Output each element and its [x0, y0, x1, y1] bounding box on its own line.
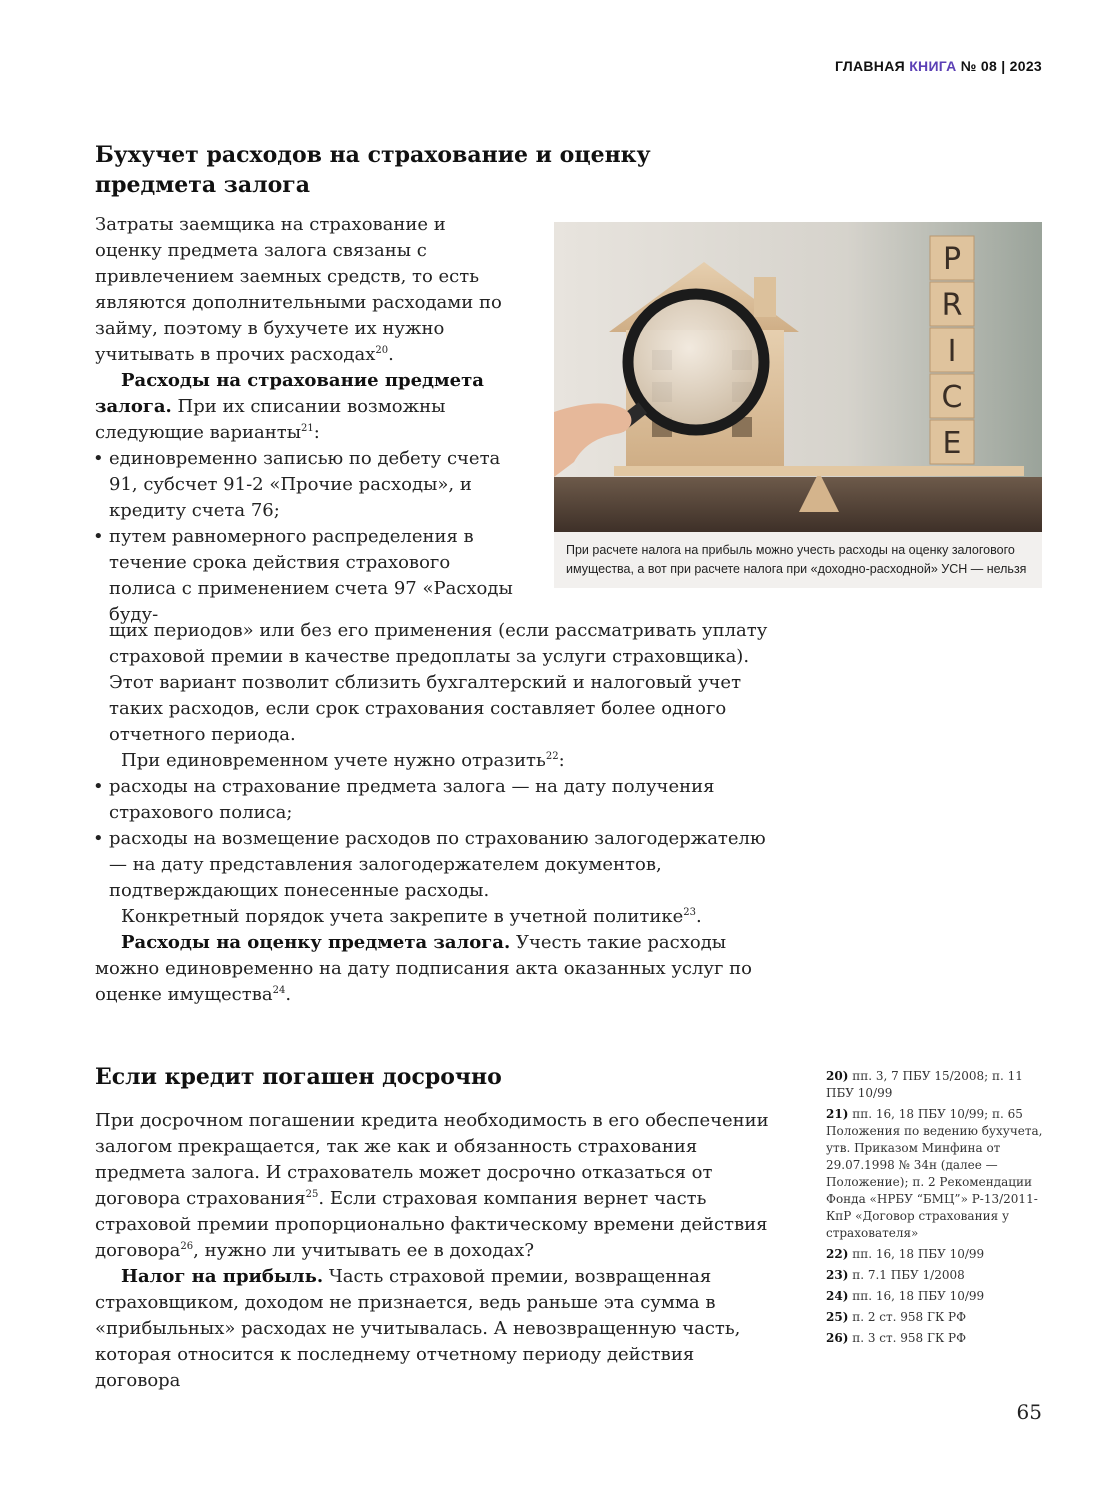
- paragraph: [95, 212, 515, 368]
- brand-part1: ГЛАВНАЯ: [834, 58, 905, 74]
- price-cube-letter: E: [942, 426, 962, 461]
- footnote-ref: 21: [301, 423, 314, 434]
- footnote-ref: 26: [180, 1241, 194, 1252]
- brand-part2: КНИГА: [909, 58, 957, 74]
- bold-lead: Расходы на оценку предмета залога.: [121, 932, 511, 953]
- paragraph-text: Затраты заемщика на страхование и оценку предмета залога связаны с привлечением заемных средств, то есть являются дополнительными расходами по займу, поэтому в бухучете их нужно учитывать в прочих расходах: [95, 214, 502, 365]
- price-cubes: [930, 236, 974, 464]
- footnote-text: пп. 16, 18 ПБУ 10/99: [852, 1289, 985, 1303]
- paragraph-end: .: [285, 984, 292, 1005]
- footnote-item: [826, 1309, 1051, 1326]
- footnote-text: пп. 3, 7 ПБУ 15/2008; п. 11 ПБУ 10/99: [826, 1069, 1023, 1100]
- table: [554, 477, 1042, 532]
- paragraph: [95, 368, 515, 446]
- section1-column-left: [95, 212, 515, 628]
- paragraph: [95, 904, 771, 930]
- footnote-item: [826, 1106, 1051, 1242]
- section2-column: [95, 1108, 771, 1394]
- footnote-item: [826, 1246, 1051, 1263]
- section-title-accounting: Бухучет расходов на страхование и оценку предмета залога: [95, 142, 651, 198]
- scale-beam: [614, 466, 1024, 476]
- footnote-item: [826, 1288, 1051, 1305]
- price-cube-letter: R: [941, 288, 963, 323]
- footnote-number: 20): [826, 1069, 849, 1083]
- footnote-text: п. 3 ст. 958 ГК РФ: [852, 1331, 967, 1345]
- footnote-item: [826, 1330, 1051, 1347]
- footnote-number: 23): [826, 1268, 849, 1282]
- paragraph-text: . Если страховая компания вернет часть страховой премии пропорционально фактическому времени действия договора: [95, 1188, 768, 1261]
- bullet-item: • расходы на страхование предмета залога — на дату получения страхового полиса;: [95, 774, 771, 826]
- bold-lead: Налог на прибыль.: [121, 1266, 324, 1287]
- footnote-number: 22): [826, 1247, 849, 1261]
- footnote-ref: 24: [272, 985, 286, 996]
- price-cube: [930, 420, 974, 464]
- price-cube-letter: I: [947, 334, 957, 369]
- footnote-number: 25): [826, 1310, 849, 1324]
- footnote-text: пп. 16, 18 ПБУ 10/99: [852, 1247, 985, 1261]
- page-number: 65: [1016, 1400, 1042, 1424]
- footnote-text: пп. 16, 18 ПБУ 10/99; п. 65 Положения по ведению бухучета, утв. Приказом Минфина от 29.07.1998 № 34н (далее — Положение); п. 2 Рекомендации Фонда «НРБУ “БМЦ”» Р-13/2011-КпР «Договор страхования у страхователя»: [826, 1107, 1043, 1240]
- issue-number: № 08 | 2023: [960, 58, 1042, 74]
- photo-caption: При расчете налога на прибыль можно учесть расходы на оценку залогового имущества, а вот при расчете налога при «доходно-расходной» УСН — нельзя: [554, 532, 1042, 588]
- footnote-ref: 25: [305, 1189, 319, 1200]
- paragraph: [95, 748, 771, 774]
- paragraph-end: :: [558, 750, 565, 771]
- footnote-number: 21): [826, 1107, 849, 1121]
- paragraph-text: При единовременном учете нужно отразить: [121, 750, 546, 771]
- price-cube-letter: C: [941, 380, 963, 415]
- price-cube-letter: P: [942, 242, 962, 277]
- paragraph-end: .: [696, 906, 702, 927]
- footnote-item: [826, 1267, 1051, 1284]
- footnotes-column: [826, 1068, 1051, 1351]
- paragraph-text: При их списании возможны следующие варианты: [95, 396, 446, 443]
- footnote-ref: 20: [375, 345, 389, 356]
- price-cube: [930, 328, 974, 372]
- paragraph-end: , нужно ли учитывать ее в доходах?: [193, 1240, 534, 1261]
- bullet-item: • путем равномерного распределения в течение срока действия страхового полиса с применением счета 97 «Расходы буду-: [95, 524, 515, 628]
- paragraph: [95, 1264, 771, 1394]
- price-cube: [930, 374, 974, 418]
- paragraph: [95, 1108, 771, 1264]
- bullet-item: • расходы на возмещение расходов по страхованию залогодержателю — на дату представления залогодержателем документов, подтверждающих понесенные расходы.: [95, 826, 771, 904]
- paragraph-text: Конкретный порядок учета закрепите в учетной политике: [121, 906, 684, 927]
- bold-lead: Расходы на страхование предмета залога.: [95, 370, 484, 417]
- house-price-photo: [554, 222, 1042, 532]
- bullet-continuation: щих периодов» или без его применения (если рассматривать уплату страховой премии в качестве предоплаты за услуги страховщика). Этот вариант позволит сблизить бухгалтерский и налоговый учет таких расходов, если срок страхования составляет более одного отчетного периода.: [109, 620, 768, 745]
- paragraph-end: :: [313, 422, 320, 443]
- footnote-text: п. 7.1 ПБУ 1/2008: [852, 1268, 965, 1282]
- masthead: [835, 58, 1042, 74]
- footnote-text: п. 2 ст. 958 ГК РФ: [852, 1310, 967, 1324]
- chimney: [754, 277, 776, 317]
- paragraph-text: Учесть такие расходы можно единовременно на дату подписания акта оказанных услуг по оценке имущества: [95, 932, 752, 1005]
- footnote-ref: 22: [545, 751, 559, 762]
- paragraph: [95, 930, 771, 1008]
- footnote-number: 26): [826, 1331, 849, 1345]
- footnote-item: [826, 1068, 1051, 1102]
- footnote-ref: 23: [683, 907, 697, 918]
- section-title-early-repayment: Если кредит погашен досрочно: [95, 1064, 502, 1090]
- footnote-number: 24): [826, 1289, 849, 1303]
- paragraph-text: При досрочном погашении кредита необходимость в его обеспечении залогом прекращается, так же как и обязанность страхования предмета залога. И страхователь может досрочно отказаться от договора страхования: [95, 1110, 769, 1209]
- price-cube: [930, 282, 974, 326]
- paragraph-text: Часть страховой премии, возвращенная страховщиком, доходом не признается, ведь раньше эта сумма в «прибыльных» расходах не учитывалась. А невозвращенную часть, которая относится к последнему отчетному периоду действия договора: [95, 1266, 741, 1391]
- price-cube: [930, 236, 974, 280]
- bullet-item: • единовременно записью по дебету счета 91, субсчет 91-2 «Прочие расходы», и кредиту счета 76;: [95, 446, 515, 524]
- house-scale-illustration: [554, 222, 1042, 532]
- paragraph-end: .: [388, 344, 394, 365]
- section1-column-wide: [95, 618, 771, 1008]
